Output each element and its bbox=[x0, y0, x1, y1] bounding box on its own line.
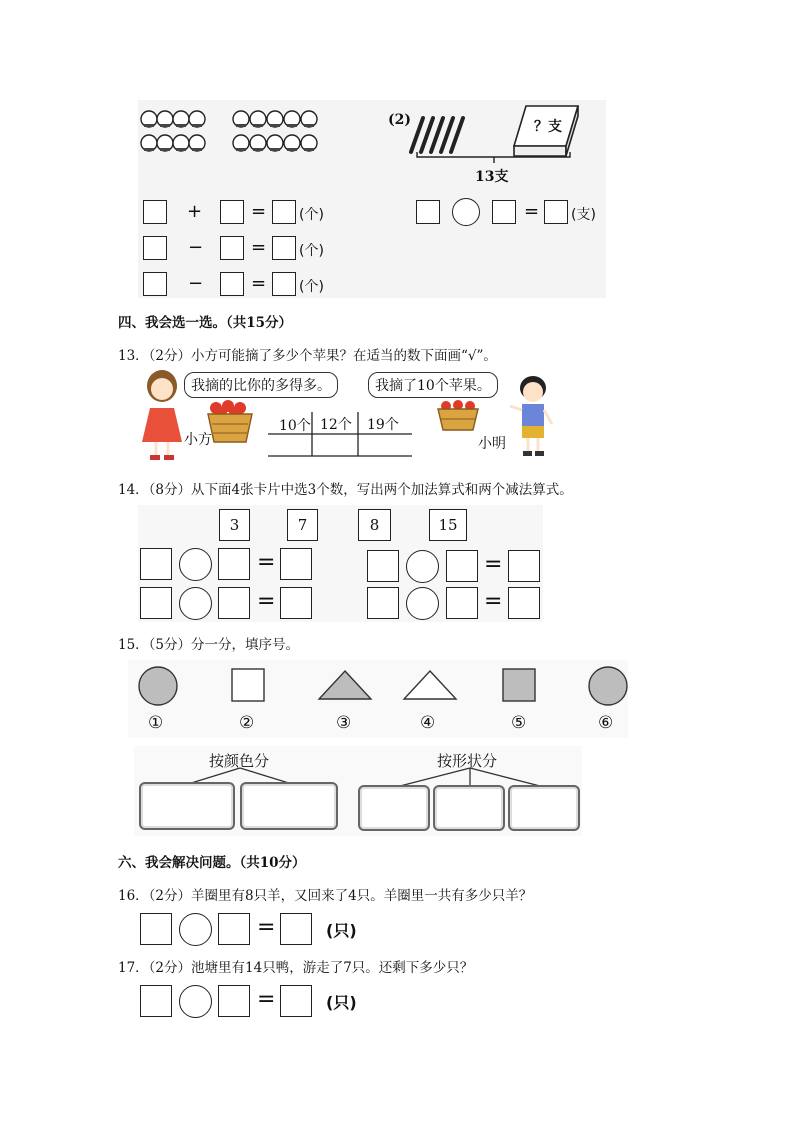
shape-label-6: ⑥ bbox=[598, 713, 614, 733]
operator-circle[interactable] bbox=[179, 548, 212, 581]
peaches-group-right bbox=[232, 106, 320, 156]
minus-sign: − bbox=[188, 237, 204, 258]
operator-circle[interactable] bbox=[179, 985, 212, 1018]
answer-box[interactable] bbox=[367, 550, 399, 582]
check-cell-12[interactable] bbox=[313, 435, 358, 456]
answer-box[interactable] bbox=[220, 200, 244, 224]
minus-sign: − bbox=[188, 273, 204, 294]
answer-box[interactable] bbox=[143, 200, 167, 224]
equals-sign: = bbox=[251, 201, 267, 222]
unit-ge: (个) bbox=[299, 279, 324, 295]
apple-basket-left bbox=[206, 400, 254, 444]
q17-text: 17．（2分）池塘里有14只鸭，游走了7只。还剩下多少只？ bbox=[118, 960, 474, 976]
operator-circle[interactable] bbox=[406, 550, 439, 583]
answer-box[interactable] bbox=[492, 200, 516, 224]
answer-frame[interactable] bbox=[240, 782, 338, 830]
answer-box[interactable] bbox=[140, 548, 172, 580]
name-xiaofang: 小方 bbox=[184, 432, 212, 448]
answer-box[interactable] bbox=[280, 913, 312, 945]
girl-icon bbox=[136, 368, 188, 464]
answer-box[interactable] bbox=[508, 587, 540, 619]
operator-circle[interactable] bbox=[179, 587, 212, 620]
section6-heading: 六、我会解决问题。（共10分） bbox=[118, 855, 306, 871]
number-card: 3 bbox=[219, 509, 250, 541]
apple-basket-right bbox=[436, 400, 480, 432]
q14-text: 14．（8分）从下面4张卡片中选3个数，写出两个加法算式和两个减法算式。 bbox=[118, 482, 573, 498]
book-label: ？支 bbox=[534, 119, 562, 135]
unit-ge: (个) bbox=[299, 243, 324, 259]
answer-box[interactable] bbox=[218, 913, 250, 945]
q15-panel bbox=[128, 660, 628, 738]
number-card: 8 bbox=[358, 509, 391, 541]
shape-label-1: ① bbox=[148, 713, 164, 733]
equals-sign: = bbox=[257, 589, 276, 614]
q13-text: 13．（2分）小方可能摘了多少个苹果？在适当的数下面画“√”。 bbox=[118, 348, 497, 364]
operator-circle[interactable] bbox=[179, 913, 212, 946]
operator-circle[interactable] bbox=[452, 198, 480, 226]
operator-circle[interactable] bbox=[406, 587, 439, 620]
answer-box[interactable] bbox=[218, 548, 250, 580]
answer-box[interactable] bbox=[416, 200, 440, 224]
answer-box[interactable] bbox=[367, 587, 399, 619]
answer-box[interactable] bbox=[140, 587, 172, 619]
option-12: 12个 bbox=[320, 417, 352, 433]
shape-label-5: ⑤ bbox=[511, 713, 527, 733]
equals-sign: = bbox=[251, 237, 267, 258]
answer-frame[interactable] bbox=[433, 785, 505, 831]
shape-label-4: ④ bbox=[420, 713, 436, 733]
answer-box[interactable] bbox=[272, 236, 296, 260]
speech-bubble-right: 我摘了10个苹果。 bbox=[368, 372, 498, 398]
answer-box[interactable] bbox=[218, 985, 250, 1017]
shape-gray-circle bbox=[136, 665, 180, 707]
shape-gray-circle-2 bbox=[586, 665, 630, 707]
answer-box[interactable] bbox=[280, 985, 312, 1017]
group-by-color-label: 按颜色分 bbox=[209, 752, 270, 770]
answer-box[interactable] bbox=[280, 548, 312, 580]
shape-gray-square bbox=[500, 666, 538, 704]
shape-label-2: ② bbox=[239, 713, 255, 733]
answer-box[interactable] bbox=[446, 550, 478, 582]
equals-sign: = bbox=[257, 550, 276, 575]
total-label: 13支 bbox=[475, 169, 509, 185]
number-card: 7 bbox=[287, 509, 318, 541]
answer-frame[interactable] bbox=[358, 785, 430, 831]
answer-box[interactable] bbox=[220, 236, 244, 260]
answer-box[interactable] bbox=[140, 913, 172, 945]
plus-sign: + bbox=[187, 201, 203, 222]
answer-frame[interactable] bbox=[139, 782, 235, 830]
answer-box[interactable] bbox=[143, 272, 167, 296]
answer-box[interactable] bbox=[220, 272, 244, 296]
shape-gray-triangle bbox=[316, 668, 374, 702]
answer-box[interactable] bbox=[143, 236, 167, 260]
option-19: 19个 bbox=[367, 417, 399, 433]
answer-box[interactable] bbox=[446, 587, 478, 619]
unit-ge: (个) bbox=[299, 207, 324, 223]
equals-sign: = bbox=[484, 552, 503, 577]
answer-box[interactable] bbox=[140, 985, 172, 1017]
answer-box[interactable] bbox=[272, 272, 296, 296]
check-cell-10[interactable] bbox=[268, 435, 312, 456]
answer-box[interactable] bbox=[544, 200, 568, 224]
number-card: 15 bbox=[429, 509, 467, 541]
unit-zhi-animal: (只) bbox=[326, 921, 357, 940]
section4-heading: 四、我会选一选。（共15分） bbox=[118, 315, 293, 331]
group-by-shape-label: 按形状分 bbox=[437, 752, 498, 770]
check-cell-19[interactable] bbox=[359, 435, 412, 456]
equals-sign: = bbox=[257, 915, 276, 940]
answer-frame[interactable] bbox=[508, 785, 580, 831]
shape-white-triangle bbox=[401, 668, 459, 702]
equals-sign: = bbox=[251, 273, 267, 294]
boy-icon bbox=[508, 374, 558, 458]
equals-sign: = bbox=[524, 201, 540, 222]
answer-box[interactable] bbox=[218, 587, 250, 619]
option-10: 10个 bbox=[279, 418, 311, 434]
shape-label-3: ③ bbox=[336, 713, 352, 733]
answer-box[interactable] bbox=[280, 587, 312, 619]
q16-text: 16．（2分）羊圈里有8只羊，又回来了4只。羊圈里一共有多少只羊？ bbox=[118, 888, 533, 904]
equals-sign: = bbox=[484, 589, 503, 614]
answer-box[interactable] bbox=[508, 550, 540, 582]
speech-bubble-left: 我摘的比你的多得多。 bbox=[184, 372, 338, 398]
total-brace bbox=[415, 150, 575, 164]
part2-label: (2) bbox=[388, 112, 411, 128]
shape-white-square bbox=[229, 666, 267, 704]
answer-box[interactable] bbox=[272, 200, 296, 224]
name-xiaoming: 小明 bbox=[478, 436, 506, 452]
unit-zhi-animal: (只) bbox=[326, 993, 357, 1012]
q15-text: 15．（5分）分一分，填序号。 bbox=[118, 637, 300, 653]
unit-zhi: (支) bbox=[571, 207, 596, 223]
peaches-group-left bbox=[140, 106, 210, 156]
equals-sign: = bbox=[257, 987, 276, 1012]
